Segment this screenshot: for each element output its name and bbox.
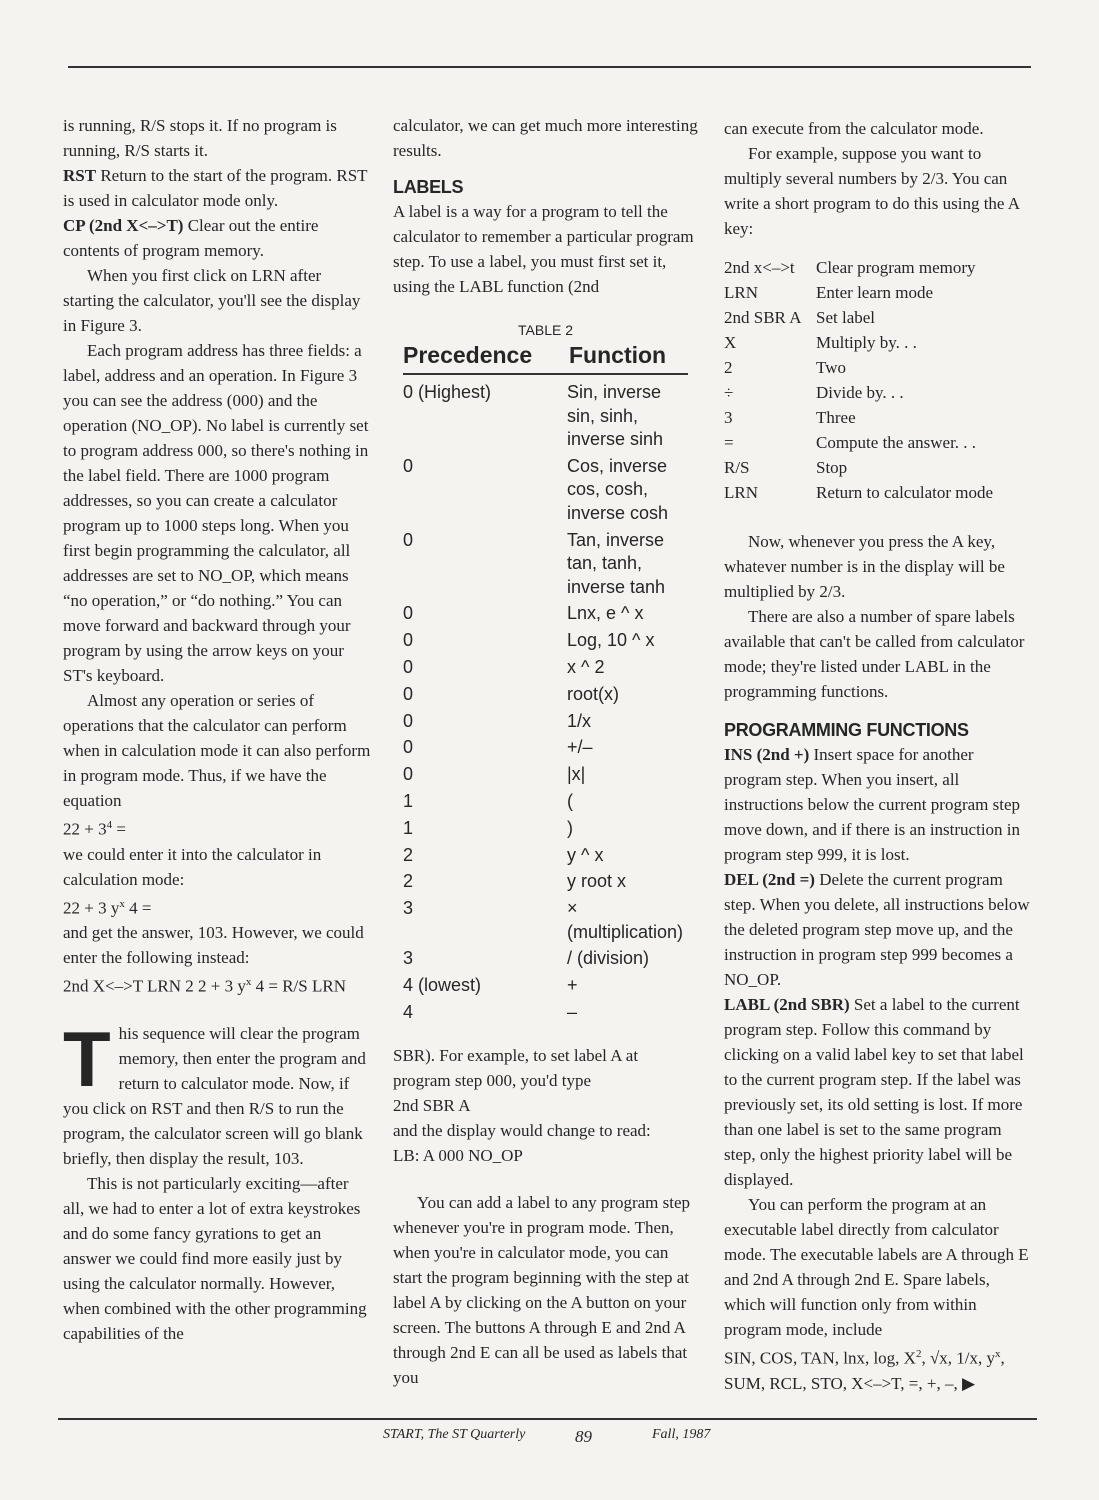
term: INS (2nd +) [724, 745, 810, 764]
program-comment: Return to calculator mode [816, 483, 994, 502]
table-row [403, 710, 688, 734]
term: LABL (2nd SBR) [724, 995, 850, 1014]
eq-base: 22 + 3 [63, 819, 107, 839]
function-cell: – [567, 1002, 578, 1023]
eq-part: 4 = R/S LRN [251, 976, 346, 996]
paragraph: A label is a way for a program to tell the calculator to remember a particular program step. To use a label, you must first set it, using the LABL function (2nd [393, 202, 694, 296]
program-key: R/S [724, 458, 750, 477]
column-2 [393, 113, 698, 1390]
text-part: SIN, COS, TAN, lnx, log, X [724, 1348, 916, 1368]
table-row [403, 790, 688, 814]
paragraph: Each program address has three fields: a label, address and an operation. In Figure 3 you can see the address (000) and the operation (NO_OP). No label is currently set to program address 000, so there's nothing in the label field. There are 1000 program addresses, so you can create a calculator program up to 1000 steps long. When you first begin programming the calculator, all addresses are set to NO_OP, which means “no operation,” or “do nothing.” You can move forward and backward through your program by using the arrow keys on your ST's keyboard. [63, 341, 369, 685]
precedence-cell: 0 [403, 529, 414, 550]
function-cell: y ^ x [567, 844, 604, 865]
function-cell: |x| [567, 764, 586, 785]
function-cell: ) [567, 817, 573, 838]
function-cell: ( [567, 790, 573, 811]
footer-magazine: START, The ST Quarterly [383, 1427, 526, 1442]
table-row [403, 381, 688, 452]
table-row [403, 629, 688, 653]
table-caption: TABLE 2 [518, 322, 573, 338]
top-rule [68, 66, 1031, 68]
definition-labl [724, 992, 1034, 1192]
program-comment: Set label [816, 308, 876, 327]
paragraph: When you first click on LRN after starting the calculator, you'll see the display in Figure 3. [63, 266, 361, 335]
function-cell: root(x) [567, 683, 620, 704]
definition-text: Insert space for another program step. When you insert, all instructions below the current program step move down, and if there is an instruction in program step 999, it is lost. [724, 745, 1021, 864]
code-line: 2nd SBR A [393, 1095, 471, 1115]
table-row [403, 817, 688, 841]
table-row [403, 763, 688, 787]
table-header [403, 341, 688, 375]
precedence-cell: 3 [403, 898, 414, 919]
program-step [724, 380, 1034, 405]
program-key: 3 [724, 408, 733, 427]
spacer [724, 241, 1034, 255]
definition-text: Clear out the entire contents of program memory. [63, 216, 319, 260]
footer-issue: Fall, 1987 [652, 1427, 711, 1442]
precedence-cell: 1 [403, 790, 414, 811]
table-2 [393, 321, 698, 1025]
program-key: 2 [724, 358, 733, 377]
program-key: 2nd x<–>t [724, 258, 795, 277]
table-body [403, 381, 688, 1025]
spacer [393, 1168, 698, 1190]
header-function: Function [569, 342, 667, 368]
program-comment: Stop [816, 458, 848, 477]
paragraph: we could enter it into the calculator in calculation mode: [63, 844, 322, 889]
paragraph: This is not particularly exciting—after all, we had to enter a lot of extra keystrokes and do some fancy gyrations to get an answer we could find more easily just by using the calculator normally. However, when combined with the other programming capabilities of the [63, 1173, 367, 1343]
function-cell: Lnx, e ^ x [567, 603, 644, 624]
precedence-cell: 0 [403, 764, 414, 785]
eq-exponent: x [119, 897, 125, 910]
precedence-cell: 0 [403, 737, 414, 758]
function-cell: Tan, inverse tan, tanh, inverse tanh [567, 529, 666, 597]
precedence-cell: 3 [403, 948, 414, 969]
function-cell: / (division) [567, 948, 650, 969]
term: RST [63, 166, 97, 185]
spare-labels-line [724, 1342, 1034, 1396]
program-key: 2nd SBR A [724, 308, 802, 327]
table-row [403, 947, 688, 971]
table-row [403, 683, 688, 707]
definition-text: Set a label to the current program step. Follow this command by clicking on a valid label key to set that label to the current program step. If the label was previously set, its old setting is lost. If more than one label is set to the same program step, only the highest priority label will be displayed. [724, 995, 1024, 1189]
header-precedence: Precedence [403, 342, 533, 368]
text-part: , √x, 1/x, y [921, 1348, 996, 1368]
precedence-cell: 0 (Highest) [403, 382, 492, 402]
definition-cp [63, 213, 373, 263]
column-3 [724, 113, 1034, 1396]
function-cell: 1/x [567, 710, 592, 731]
precedence-cell: 0 [403, 630, 414, 651]
definition-rst [63, 163, 373, 213]
paragraph: Almost any operation or series of operations that the calculator can perform when in calculation mode it can also perform in program mode. Thus, if we have the equation [63, 691, 371, 810]
paragraph: and the display would change to read: [393, 1120, 651, 1140]
precedence-cell: 4 [403, 1002, 414, 1023]
precedence-cell: 0 [403, 656, 414, 677]
paragraph: Now, whenever you press the A key, whatever number is in the display will be multiplied by 2/3. [724, 532, 1005, 601]
precedence-cell: 0 [403, 455, 414, 476]
table-row [403, 1001, 688, 1025]
paragraph: You can add a label to any program step whenever you're in program mode. Then, when you're in calculator mode, you can start the program beginning with the step at label A by clicking on the A button on your screen. The buttons A through E and 2nd A through 2nd E can all be used as labels that you [393, 1192, 691, 1387]
equation-1 [63, 813, 373, 842]
program-step [724, 355, 1034, 380]
program-comment: Two [816, 358, 846, 377]
program-step [724, 480, 1034, 505]
paragraph: SBR). For example, to set label A at program step 000, you'd type [393, 1045, 639, 1090]
function-cell: Cos, inverse cos, cosh, inverse cosh [567, 455, 669, 523]
superscript: x [995, 1348, 1001, 1360]
bottom-rule [58, 1418, 1037, 1420]
precedence-cell: 4 (lowest) [403, 975, 482, 996]
program-step [724, 255, 1034, 280]
equation-3 [63, 970, 373, 999]
program-comment: Three [816, 408, 856, 427]
precedence-cell: 0 [403, 603, 414, 624]
paragraph: calculator, we can get much more interesting results. [393, 116, 698, 160]
table-row [403, 736, 688, 760]
eq-exponent: 4 [106, 819, 113, 831]
paragraph-text: his sequence will clear the program memory, then enter the program and return to calculator mode. Now, if you click on RST and then R/S to run the program, the calculator screen will go blank briefly, then display the result, 103. [63, 1023, 366, 1168]
precedence-cell: 2 [403, 844, 414, 865]
eq-exponent: x [245, 976, 252, 989]
footer-page-number: 89 [575, 1427, 592, 1446]
definition-text: Delete the current program step. When you delete, all instructions below the deleted program step move up, and the instruction in program step 999 becomes a NO_OP. [724, 870, 1030, 989]
precedence-cell: 0 [403, 683, 414, 704]
eq-part: 2nd X<–>T LRN 2 2 + 3 y [63, 976, 246, 996]
program-comment: Multiply by. . . [816, 333, 917, 352]
function-cell: x ^ 2 [567, 656, 605, 677]
definition-ins [724, 742, 1034, 867]
superscript: 2 [915, 1348, 922, 1360]
precedence-cell: 2 [403, 871, 414, 892]
program-key: = [724, 433, 734, 452]
paragraph: For example, suppose you want to multiply several numbers by 2/3. You can write a short program to do this using the A key: [724, 144, 1020, 238]
table-row [403, 656, 688, 680]
program-step [724, 330, 1034, 355]
program-key: X [724, 333, 737, 352]
program-key: ÷ [724, 383, 734, 402]
function-cell: +/– [567, 737, 593, 758]
table-row [403, 529, 688, 600]
equation-2 [63, 892, 373, 921]
program-step [724, 305, 1034, 330]
paragraph: is running, R/S stops it. If no program is running, R/S starts it. [63, 116, 337, 160]
paragraph: There are also a number of spare labels available that can't be called from calculator mode; they're listed under LABL in the programming functions. [724, 607, 1025, 701]
program-comment: Enter learn mode [816, 283, 934, 302]
dropcap-paragraph [63, 1014, 373, 1171]
definition-del [724, 867, 1034, 992]
program-comment: Divide by. . . [816, 383, 904, 402]
table-row [403, 974, 688, 998]
program-listing [724, 255, 1034, 505]
program-step [724, 280, 1034, 305]
program-key: LRN [724, 483, 758, 502]
program-key: LRN [724, 283, 758, 302]
text-part: , SUM, RCL, STO, X<–>T, =, +, –, ▶ [724, 1348, 1005, 1393]
function-cell: Log, 10 ^ x [567, 630, 655, 651]
table-row [403, 455, 688, 526]
paragraph: can execute from the calculator mode. [724, 119, 984, 138]
program-step [724, 430, 1034, 455]
column-1 [63, 113, 373, 1346]
paragraph: You can perform the program at an executable label directly from calculator mode. The executable labels are A through E and 2nd A through 2nd E. Spare labels, which will function only from within program mode, include [724, 1195, 1029, 1339]
table-row [403, 602, 688, 626]
term: CP (2nd X<–>T) [63, 216, 184, 235]
section-heading-labels: LABELS [393, 177, 464, 197]
eq-tail: = [112, 819, 126, 839]
program-comment: Compute the answer. . . [816, 433, 977, 452]
spacer [724, 505, 1034, 529]
code-line: LB: A 000 NO_OP [393, 1145, 523, 1165]
program-comment: Clear program memory [816, 258, 976, 277]
definition-text: Return to the start of the program. RST is used in calculator mode only. [63, 166, 368, 210]
precedence-cell: 0 [403, 710, 414, 731]
section-heading-programming-functions: PROGRAMMING FUNCTIONS [724, 720, 969, 740]
table-row [403, 897, 688, 944]
precedence-cell: 1 [403, 817, 414, 838]
eq-part: 22 + 3 y [63, 898, 120, 918]
term: DEL (2nd =) [724, 870, 815, 889]
function-cell: × (multiplication) [567, 898, 684, 942]
function-cell: Sin, inverse sin, sinh, inverse sinh [567, 382, 664, 449]
drop-cap: T [63, 1014, 111, 1103]
program-step [724, 455, 1034, 480]
eq-part: 4 = [124, 898, 152, 918]
program-step [724, 405, 1034, 430]
function-cell: + [567, 975, 578, 996]
paragraph: and get the answer, 103. However, we could enter the following instead: [63, 923, 364, 968]
table-row [403, 844, 688, 868]
table-row [403, 870, 688, 894]
function-cell: y root x [567, 871, 627, 892]
